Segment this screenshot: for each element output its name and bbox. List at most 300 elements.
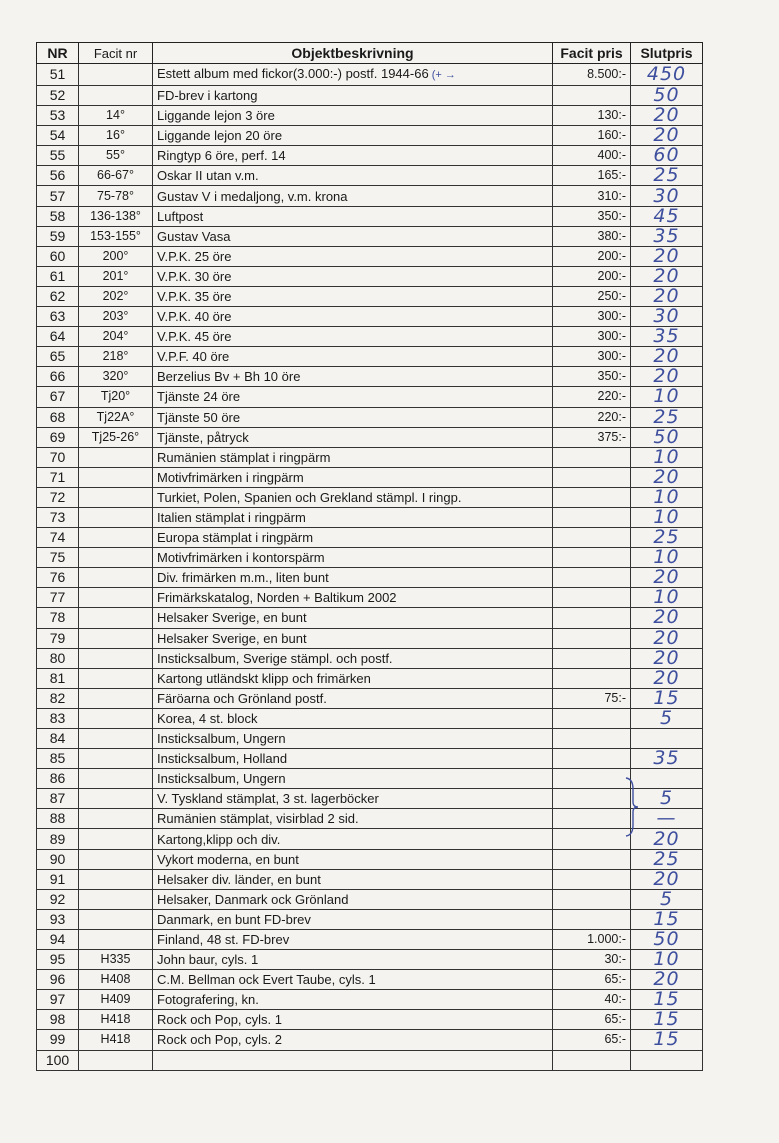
row-slutpris: 20 [631,568,703,588]
table-row [37,568,703,588]
table-row [37,548,703,568]
row-nr: 68 [37,407,79,427]
table-body [37,64,703,1071]
table-row [37,869,703,889]
row-description [153,1030,553,1050]
row-nr: 91 [37,869,79,889]
table-row [37,86,703,106]
row-description [153,407,553,427]
row-description [153,869,553,889]
row-facit-nr: H418 [79,1010,153,1030]
description-text: C.M. Bellman ock Evert Taube, cyls. 1 [157,972,376,988]
table-row [37,487,703,507]
row-facit-pris: 130:- [553,106,631,126]
table-row [37,708,703,728]
row-facit-nr [79,528,153,548]
table-row [37,266,703,286]
row-facit-nr [79,889,153,909]
row-description [153,668,553,688]
description-text: V.P.K. 45 öre [157,329,232,345]
table-row [37,467,703,487]
row-nr: 60 [37,246,79,266]
description-text: Motivfrimärken i ringpärm [157,469,304,485]
table-row [37,126,703,146]
table-row [37,990,703,1010]
row-facit-nr: Tj25-26° [79,427,153,447]
row-nr: 57 [37,186,79,206]
row-facit-pris [553,1050,631,1070]
row-facit-nr [79,909,153,929]
table-row [37,186,703,206]
row-facit-nr [79,648,153,668]
table-row [37,367,703,387]
row-facit-nr [79,729,153,749]
row-description [153,809,553,829]
table-row [37,206,703,226]
description-text: Liggande lejon 3 öre [157,108,275,124]
row-nr: 100 [37,1050,79,1070]
row-description [153,507,553,527]
description-text: Oskar II utan v.m. [157,168,259,184]
row-facit-pris [553,86,631,106]
row-description [153,347,553,367]
table-row [37,146,703,166]
row-slutpris: 20 [631,668,703,688]
header-objektbeskrivning: Objektbeskrivning [153,43,553,64]
row-nr: 52 [37,86,79,106]
row-facit-nr: 136-138° [79,206,153,226]
row-slutpris: 20 [631,347,703,367]
description-text: Gustav Vasa [157,228,231,244]
row-facit-pris: 350:- [553,206,631,226]
row-facit-nr [79,869,153,889]
row-nr: 55 [37,146,79,166]
row-description [153,1010,553,1030]
row-slutpris: 20 [631,367,703,387]
row-nr: 96 [37,970,79,990]
row-slutpris: 50 [631,929,703,949]
description-text: V.P.K. 40 öre [157,309,232,325]
row-facit-pris [553,809,631,829]
row-slutpris: 20 [631,266,703,286]
header-nr: NR [37,43,79,64]
bracket-mark [625,777,639,837]
row-facit-nr [79,64,153,86]
row-nr: 65 [37,347,79,367]
description-text: Div. frimärken m.m., liten bunt [157,570,329,586]
description-text: Liggande lejon 20 öre [157,128,283,144]
row-nr: 78 [37,608,79,628]
row-slutpris: 25 [631,528,703,548]
row-description [153,929,553,949]
row-nr: 95 [37,950,79,970]
row-description [153,829,553,849]
description-text: Gustav V i medaljong, v.m. krona [157,188,348,204]
table-row [37,749,703,769]
row-description [153,266,553,286]
description-text: Insticksalbum, Ungern [157,771,286,787]
row-facit-pris [553,648,631,668]
description-text: Helsaker Sverige, en bunt [157,630,307,646]
row-slutpris: 15 [631,990,703,1010]
row-facit-nr [79,467,153,487]
table-row [37,447,703,467]
row-slutpris: 25 [631,407,703,427]
table-row [37,1010,703,1030]
row-nr: 56 [37,166,79,186]
row-slutpris: 20 [631,286,703,306]
row-slutpris: — [631,809,703,829]
row-slutpris: 30 [631,307,703,327]
row-facit-nr [79,608,153,628]
row-nr: 73 [37,507,79,527]
row-nr: 81 [37,668,79,688]
row-description [153,186,553,206]
row-description [153,729,553,749]
row-slutpris: 20 [631,829,703,849]
row-description [153,1050,553,1070]
row-facit-pris [553,588,631,608]
row-description [153,427,553,447]
row-slutpris: 20 [631,970,703,990]
row-slutpris: 50 [631,86,703,106]
table-row [37,307,703,327]
row-facit-nr: 75-78° [79,186,153,206]
row-facit-pris [553,528,631,548]
row-slutpris: 20 [631,467,703,487]
row-facit-pris: 220:- [553,407,631,427]
row-slutpris: 15 [631,1010,703,1030]
description-text: Helsaker, Danmark ock Grönland [157,891,349,907]
row-slutpris: 20 [631,628,703,648]
description-text: Rock och Pop, cyls. 1 [157,1012,282,1028]
row-slutpris: 20 [631,126,703,146]
row-facit-nr: Tj22A° [79,407,153,427]
table-row [37,688,703,708]
row-slutpris: 35 [631,327,703,347]
row-slutpris: 60 [631,146,703,166]
row-facit-pris [553,487,631,507]
table-row [37,1050,703,1070]
row-facit-nr [79,507,153,527]
table-row [37,970,703,990]
row-slutpris: 15 [631,909,703,929]
row-slutpris: 20 [631,869,703,889]
row-nr: 85 [37,749,79,769]
table-row [37,950,703,970]
row-facit-pris: 65:- [553,1010,631,1030]
table-row [37,769,703,789]
description-text: Vykort moderna, en bunt [157,851,299,867]
row-nr: 51 [37,64,79,86]
table-row [37,407,703,427]
row-nr: 89 [37,829,79,849]
row-description [153,367,553,387]
row-facit-pris: 75:- [553,688,631,708]
row-facit-pris [553,869,631,889]
description-text: Korea, 4 st. block [157,710,258,726]
row-description [153,990,553,1010]
row-description [153,568,553,588]
row-nr: 67 [37,387,79,407]
row-facit-pris [553,909,631,929]
description-text: Ringtyp 6 öre, perf. 14 [157,148,286,164]
row-facit-nr: 204° [79,327,153,347]
description-text: Insticksalbum, Sverige stämpl. och postf. [157,650,393,666]
row-facit-pris [553,708,631,728]
row-facit-nr [79,789,153,809]
table-row [37,226,703,246]
row-facit-nr: H418 [79,1030,153,1050]
row-description [153,387,553,407]
table-row [37,327,703,347]
row-description [153,327,553,347]
description-text: Finland, 48 st. FD-brev [157,931,290,947]
row-facit-pris [553,749,631,769]
row-description [153,749,553,769]
row-facit-nr: 14° [79,106,153,126]
row-facit-nr [79,487,153,507]
row-facit-pris [553,568,631,588]
table-row [37,588,703,608]
header-row [37,43,703,64]
row-facit-nr [79,929,153,949]
row-description [153,447,553,467]
table-row [37,246,703,266]
row-facit-pris [553,889,631,909]
description-text: Insticksalbum, Holland [157,751,288,767]
row-slutpris [631,769,703,789]
row-description [153,307,553,327]
row-slutpris: 25 [631,166,703,186]
row-slutpris: 5 [631,708,703,728]
table-row [37,628,703,648]
description-text: Frimärkskatalog, Norden + Baltikum 2002 [157,590,397,606]
row-slutpris: 5 [631,789,703,809]
row-facit-pris: 250:- [553,286,631,306]
row-facit-pris [553,668,631,688]
row-description [153,688,553,708]
row-facit-pris: 40:- [553,990,631,1010]
description-text: V. Tyskland stämplat, 3 st. lagerböcker [157,791,379,807]
row-facit-pris: 310:- [553,186,631,206]
row-facit-pris: 30:- [553,950,631,970]
row-slutpris: 45 [631,206,703,226]
description-text: Estett album med fickor(3.000:-) postf. 1944-66 [157,66,429,81]
row-facit-nr: 320° [79,367,153,387]
table-row [37,286,703,306]
row-nr: 79 [37,628,79,648]
table-row [37,668,703,688]
row-facit-pris: 300:- [553,307,631,327]
description-text: Kartong utländskt klipp och frimärken [157,670,371,686]
row-facit-pris: 375:- [553,427,631,447]
row-facit-pris: 220:- [553,387,631,407]
table-row [37,427,703,447]
description-text: Helsaker div. länder, en bunt [157,871,321,887]
row-facit-pris: 350:- [553,367,631,387]
row-facit-nr: 16° [79,126,153,146]
table-row [37,929,703,949]
row-facit-nr [79,688,153,708]
row-facit-pris: 1.000:- [553,929,631,949]
row-facit-pris: 200:- [553,266,631,286]
row-nr: 62 [37,286,79,306]
row-nr: 66 [37,367,79,387]
row-nr: 64 [37,327,79,347]
row-facit-nr [79,668,153,688]
row-facit-pris: 300:- [553,347,631,367]
header-slutpris: Slutpris [631,43,703,64]
row-facit-pris: 300:- [553,327,631,347]
row-facit-nr: 55° [79,146,153,166]
row-facit-pris [553,507,631,527]
row-facit-nr [79,849,153,869]
row-description [153,126,553,146]
table-row [37,648,703,668]
row-nr: 90 [37,849,79,869]
row-slutpris: 10 [631,950,703,970]
description-text: Luftpost [157,208,204,224]
row-slutpris: 5 [631,889,703,909]
row-facit-nr: H409 [79,990,153,1010]
row-facit-pris: 160:- [553,126,631,146]
row-description [153,166,553,186]
row-facit-nr: 201° [79,266,153,286]
row-slutpris: 10 [631,447,703,467]
description-text: Rumänien stämplat i ringpärm [157,449,331,465]
row-description [153,226,553,246]
row-nr: 98 [37,1010,79,1030]
row-description [153,286,553,306]
handwritten-note: (+ → [431,69,456,81]
row-nr: 75 [37,548,79,568]
row-slutpris: 10 [631,507,703,527]
row-facit-nr: 218° [79,347,153,367]
row-description [153,889,553,909]
row-slutpris: 20 [631,648,703,668]
header-facit-pris: Facit pris [553,43,631,64]
row-nr: 58 [37,206,79,226]
description-text: Färöarna och Grönland postf. [157,690,327,706]
description-text: Berzelius Bv + Bh 10 öre [157,369,301,385]
row-facit-nr [79,628,153,648]
row-nr: 83 [37,708,79,728]
row-facit-nr [79,447,153,467]
row-nr: 54 [37,126,79,146]
row-description [153,106,553,126]
row-nr: 76 [37,568,79,588]
row-nr: 74 [37,528,79,548]
table-row [37,528,703,548]
description-text: V.P.F. 40 öre [157,349,230,365]
row-facit-pris [553,789,631,809]
row-facit-nr: 66-67° [79,166,153,186]
description-text: V.P.K. 30 öre [157,268,232,284]
row-facit-nr [79,708,153,728]
row-nr: 82 [37,688,79,708]
row-nr: 72 [37,487,79,507]
row-description [153,970,553,990]
row-facit-pris: 380:- [553,226,631,246]
table-row [37,347,703,367]
row-facit-pris [553,628,631,648]
row-description [153,528,553,548]
row-slutpris: 10 [631,588,703,608]
row-description [153,849,553,869]
row-description [153,909,553,929]
row-nr: 94 [37,929,79,949]
row-nr: 87 [37,789,79,809]
description-text: V.P.K. 25 öre [157,248,232,264]
row-description [153,487,553,507]
row-slutpris: 20 [631,106,703,126]
row-description [153,708,553,728]
row-slutpris: 10 [631,487,703,507]
table-row [37,809,703,829]
description-text: Fotografering, kn. [157,992,259,1008]
row-description [153,467,553,487]
table-row [37,608,703,628]
row-facit-nr [79,1050,153,1070]
row-facit-pris [553,849,631,869]
row-description [153,769,553,789]
row-nr: 88 [37,809,79,829]
table-row [37,1030,703,1050]
row-description [153,64,553,86]
row-slutpris: 10 [631,387,703,407]
row-description [153,950,553,970]
row-facit-nr: H335 [79,950,153,970]
auction-results-sheet [36,42,702,1071]
row-slutpris [631,729,703,749]
table-row [37,166,703,186]
row-facit-pris [553,467,631,487]
row-slutpris: 25 [631,849,703,869]
row-facit-nr: Tj20° [79,387,153,407]
description-text: FD-brev i kartong [157,88,258,104]
row-facit-nr: 200° [79,246,153,266]
row-facit-nr [79,809,153,829]
description-text: Italien stämplat i ringpärm [157,510,306,526]
description-text: Helsaker Sverige, en bunt [157,610,307,626]
row-nr: 93 [37,909,79,929]
row-facit-pris [553,548,631,568]
row-facit-pris: 200:- [553,246,631,266]
row-facit-pris: 165:- [553,166,631,186]
description-text: Turkiet, Polen, Spanien och Grekland stämpl. I ringp. [157,489,462,505]
description-text: Rumänien stämplat, visirblad 2 sid. [157,811,359,827]
description-text: Tjänste 24 öre [157,389,241,405]
row-slutpris: 35 [631,749,703,769]
table-row [37,106,703,126]
description-text: Motivfrimärken i kontorspärm [157,550,325,566]
row-slutpris: 20 [631,608,703,628]
row-facit-pris [553,829,631,849]
row-facit-pris [553,608,631,628]
row-slutpris: 50 [631,427,703,447]
row-slutpris: 30 [631,186,703,206]
row-facit-nr [79,769,153,789]
row-description [153,608,553,628]
description-text: Kartong,klipp och div. [157,831,281,847]
table-row [37,729,703,749]
row-nr: 84 [37,729,79,749]
row-facit-pris: 8.500:- [553,64,631,86]
row-slutpris: 450 [631,64,703,86]
row-description [153,86,553,106]
row-description [153,548,553,568]
